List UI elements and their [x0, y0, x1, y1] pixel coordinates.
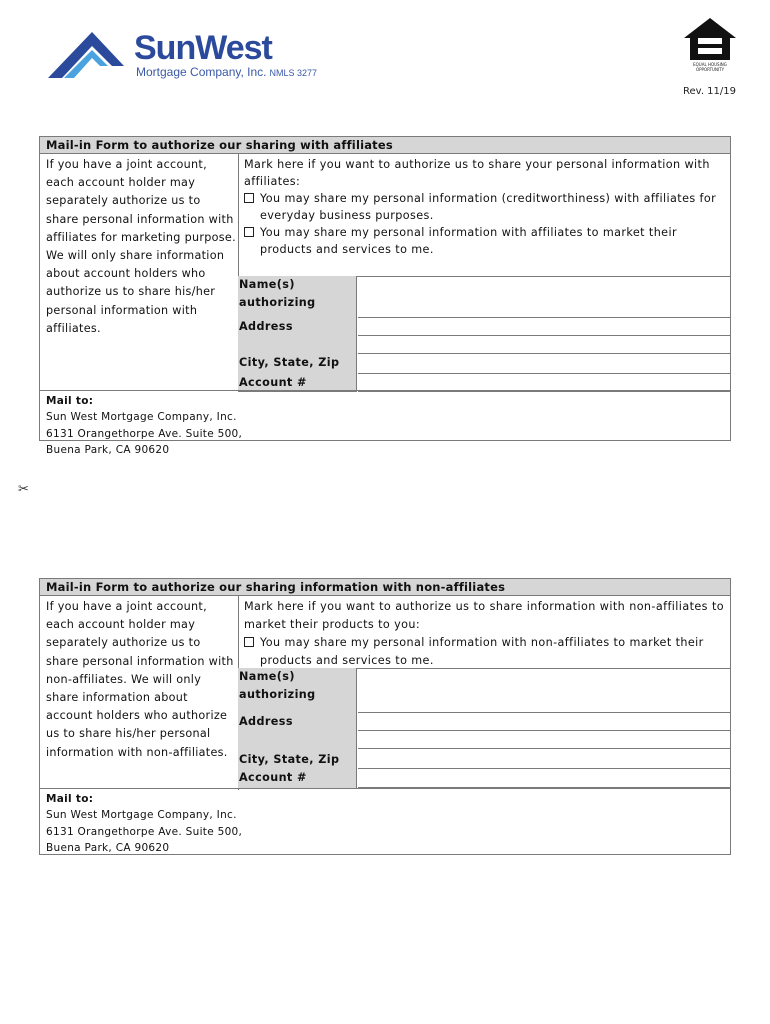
option-everyday-purposes[interactable]: [244, 190, 724, 224]
form-explanation: If you have a joint account, each account holder may separately authorize us to share personal information with affiliates for marketing purpose. We will only share information about account holders who authorize us to share his/her personal information with affiliates.: [46, 158, 236, 335]
label-account: Account #: [238, 769, 357, 788]
option-market-products[interactable]: [244, 634, 724, 670]
logo-roof-icon: [46, 28, 136, 80]
mail-address-line: Sun West Mortgage Company, Inc.: [46, 809, 237, 822]
revision-label: Rev. 11/19: [683, 86, 736, 97]
option-label: You may share my personal information with affiliates to market their products and services to me.: [260, 226, 677, 256]
names-field[interactable]: [358, 668, 730, 713]
mail-address-line: Buena Park, CA 90620: [46, 444, 170, 457]
city-state-zip-field[interactable]: [358, 749, 730, 769]
option-label: You may share my personal information with non-affiliates to market their products and services to me.: [260, 636, 704, 667]
mail-address-line: Buena Park, CA 90620: [46, 842, 170, 855]
label-address: Address: [238, 713, 357, 749]
checkbox[interactable]: [244, 227, 254, 237]
affiliates-form: [39, 136, 731, 457]
scissors-icon: ✂: [18, 482, 29, 497]
logo-brand-text: SunWest: [134, 29, 272, 67]
account-field[interactable]: [358, 769, 730, 788]
label-city-state-zip: City, State, Zip: [238, 354, 357, 374]
mail-to-block: [40, 788, 730, 859]
names-field[interactable]: [358, 276, 730, 318]
form-explanation: If you have a joint account, each account holder may separately authorize us to share personal information with non-affiliates. We will only share information about account holders who authorize us to share his/her personal information with non-affiliates.: [46, 600, 234, 759]
option-market-products[interactable]: [244, 224, 724, 258]
city-state-zip-field[interactable]: [358, 354, 730, 374]
mail-address-line: 6131 Orangethorpe Ave. Suite 500,: [46, 427, 243, 440]
label-names: Name(s) authorizing: [238, 668, 357, 713]
label-account: Account #: [238, 374, 357, 392]
checkbox[interactable]: [244, 193, 254, 203]
form-intro: Mark here if you want to authorize us to share your personal information with affiliates:: [244, 158, 710, 188]
mail-to-block: [40, 390, 730, 461]
company-logo: [46, 28, 326, 84]
checkbox[interactable]: [244, 637, 254, 647]
mail-address-line: Sun West Mortgage Company, Inc.: [46, 411, 237, 424]
option-label: You may share my personal information (creditworthiness) with affiliates for everyday business purposes.: [260, 192, 717, 222]
mail-address-line: 6131 Orangethorpe Ave. Suite 500,: [46, 825, 243, 838]
equal-housing-logo: [682, 16, 738, 76]
equal-housing-icon: [682, 16, 738, 62]
logo-subtitle: Mortgage Company, Inc. NMLS 3277: [136, 65, 318, 79]
equal-housing-text: EQUAL HOUSING OPPORTUNITY: [693, 62, 727, 72]
mail-to-label: Mail to:: [46, 793, 94, 805]
authorization-options: [244, 156, 724, 258]
address-field-line2[interactable]: [358, 731, 730, 749]
form-title: Mail-in Form to authorize our sharing information with non-affiliates: [40, 579, 730, 596]
form-title: Mail-in Form to authorize our sharing with affiliates: [40, 137, 730, 154]
label-address: Address: [238, 318, 357, 354]
non-affiliates-form: [39, 578, 731, 855]
authorization-options: [244, 598, 724, 670]
address-field-line1[interactable]: [358, 713, 730, 731]
label-city-state-zip: City, State, Zip: [238, 749, 357, 769]
mail-to-label: Mail to:: [46, 395, 94, 407]
form-intro: Mark here if you want to authorize us to share information with non-affiliates to market their products to you:: [244, 600, 724, 631]
address-field-line1[interactable]: [358, 318, 730, 336]
label-names: Name(s) authorizing: [238, 276, 357, 318]
address-field-line2[interactable]: [358, 336, 730, 354]
